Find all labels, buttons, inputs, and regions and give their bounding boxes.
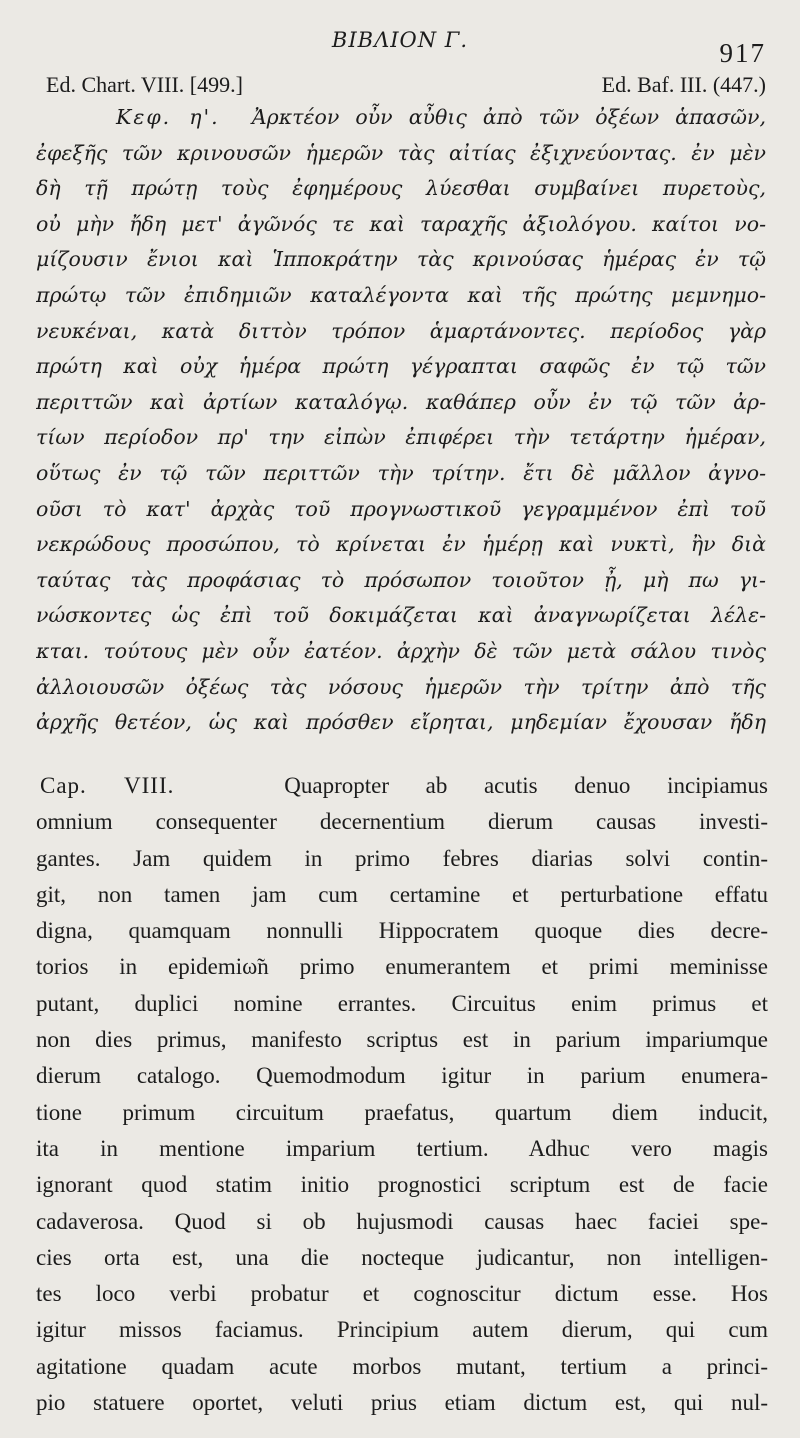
greek-text-line: κται. τούτους μὲν οὖν ἐατέον. ἀρχὴν δὲ τῶν μετὰ σάλου τινὸς — [36, 638, 766, 663]
latin-text-line: dierum catalogo. Quemodmodum igitur in parium enumera- — [36, 1063, 768, 1089]
page-number: 917 — [719, 38, 766, 68]
greek-text-line: οὕτως ἐν τῷ τῶν περιττῶν τὴν τρίτην. ἔτι δὲ μᾶλλον ἀγνο- — [36, 460, 766, 485]
latin-text-line: ignorant quod statim initio prognostici scriptum est de facie — [36, 1172, 768, 1198]
greek-text-line: πρώτῳ τῶν ἐπιδημιῶν καταλέγοντα καὶ τῆς πρώτης μεμνημο- — [36, 282, 766, 307]
running-title: ΒΙΒΛΙΟΝ Γ. — [331, 28, 469, 52]
greek-text-line: μίζουσιν ἔνιοι καὶ Ἱπποκράτην τὰς κρινούσας ἡμέρας ἐν τῷ — [36, 247, 766, 272]
latin-text-line: gantes. Jam quidem in primo febres diarias solvi contin- — [36, 845, 768, 871]
latin-text-line: omnium consequenter decernentium dierum causas investi- — [36, 809, 768, 835]
latin-text-line: torios in epidemiω̃n primo enumerantem et primi meminisse — [36, 954, 768, 980]
greek-text-line: ἀλλοιουσῶν ὀξέως τὰς νόσους ἡμερῶν τὴν τρίτην ἀπὸ τῆς — [36, 674, 766, 699]
latin-text-line: ita in mentione imparium tertium. Adhuc vero magis — [36, 1135, 768, 1161]
greek-text-line: νώσκοντες ὡς ἐπὶ τοῦ δοκιμάζεται καὶ ἀναγνωρίζεται λέλε- — [36, 603, 766, 628]
latin-text-line: cadaverosa. Quod si ob hujusmodi causas haec faciei spe- — [36, 1208, 768, 1234]
greek-text-line: τίων περίοδον πρ' την εἰπὼν ἐπιφέρει τὴν τετάρτην ἡμέραν, — [36, 425, 766, 450]
latin-text-line: non dies primus, manifesto scriptus est in parium impariumque — [36, 1027, 768, 1053]
greek-text-line — [36, 100, 766, 136]
greek-chapter-label: Κεφ. η'. — [116, 105, 220, 129]
greek-text-line: οῦσι τὸ κατ' ἀρχὰς τοῦ προγνωστικοῦ γεγραμμένον ἐπὶ τοῦ — [36, 496, 766, 521]
greek-text-line: νεκρώδους προσώπου, τὸ κρίνεται ἐν ἡμέρῃ καὶ νυκτὶ, ἢν διὰ — [36, 532, 766, 557]
latin-text-line — [36, 768, 768, 804]
greek-text-line: περιττῶν καὶ ἀρτίων καταλόγῳ. καθάπερ οὖν ἐν τῷ τῶν ἀρ- — [36, 389, 766, 414]
latin-text-line: pio statuere oportet, veluti prius etiam dictum est, qui nul- — [36, 1390, 768, 1416]
latin-text-line: igitur missos faciamus. Principium autem dierum, qui cum — [36, 1317, 768, 1343]
latin-text-line: putant, duplici nomine errantes. Circuitus enim primus et — [36, 990, 768, 1016]
greek-text-line: ταύτας τὰς προφάσιας τὸ πρόσωπον τοιοῦτον ᾖ, μὴ πω γι- — [36, 567, 766, 592]
latin-text-line: cies orta est, una die nocteque judicantur, non intelligen- — [36, 1244, 768, 1270]
greek-text-line: ἐφεξῆς τῶν κρινουσῶν ἡμερῶν τὰς αἰτίας ἐξιχνεύοντας. ἐν μὲν — [36, 140, 766, 165]
latin-text-line: agitatione quadam acute morbos mutant, tertium a princi- — [36, 1353, 768, 1379]
latin-text-line: git, non tamen jam cum certamine et perturbatione effatu — [36, 881, 768, 907]
latin-text-line: tione primum circuitum praefatus, quartum diem inducit, — [36, 1099, 768, 1125]
greek-first-line-text: Ἀρκτέον οὖν αὖθις ἀπὸ τῶν ὀξέων ἁπασῶν, — [251, 105, 766, 129]
latin-text-line: digna, quamquam nonnulli Hippocratem quoque dies decre- — [36, 918, 768, 944]
latin-first-line-text: Quapropter ab acutis denuo incipiamus — [284, 773, 768, 798]
edition-reference-left: Ed. Chart. VIII. [499.] — [46, 72, 243, 97]
latin-text-line: tes loco verbi probatur et cognoscitur dictum esse. Hos — [36, 1281, 768, 1307]
edition-reference-right: Ed. Baf. III. (447.) — [601, 72, 766, 97]
latin-text-block — [36, 768, 768, 1421]
greek-text-line: οὐ μὴν ἤδη μετ' ἀγῶνός τε καὶ ταραχῆς ἀξιολόγου. καίτοι νο- — [36, 211, 766, 236]
latin-chapter-label: Cap. VIII. — [40, 773, 175, 798]
greek-text-block — [36, 100, 766, 741]
greek-text-line: ἀρχῆς θετέον, ὡς καὶ πρόσθεν εἴρηται, μηδεμίαν ἔχουσαν ἤδη — [36, 710, 766, 735]
greek-text-line: δὴ τῇ πρώτῃ τοὺς ἐφημέρους λύεσθαι συμβαίνει πυρετοὺς, — [36, 176, 766, 201]
greek-text-line: πρώτη καὶ οὐχ ἡμέρα πρώτη γέγραπται σαφῶς ἐν τῷ τῶν — [36, 354, 766, 379]
greek-text-line: νευκέναι, κατὰ διττὸν τρόπον ἁμαρτάνοντες. περίοδος γὰρ — [36, 318, 766, 343]
